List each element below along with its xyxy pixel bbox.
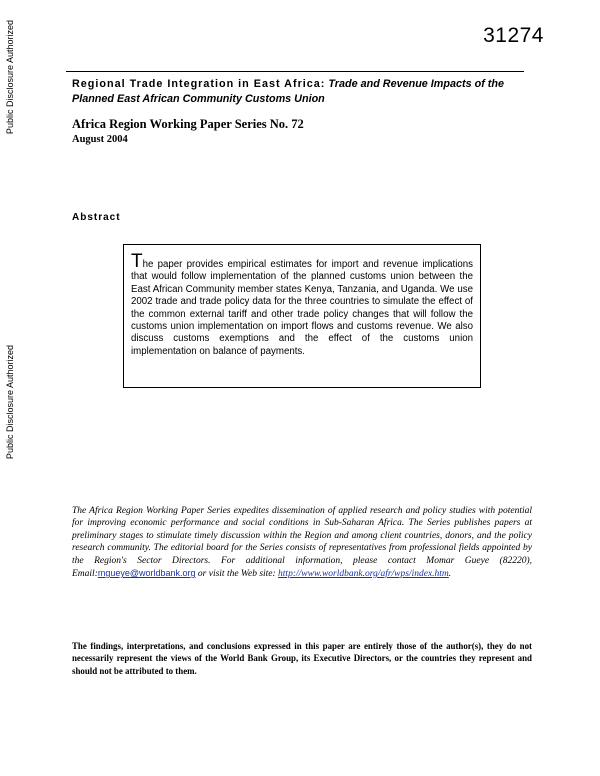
contact-email-link[interactable]: mgueye@worldbank.org [97,568,196,579]
publication-date: August 2004 [72,134,128,145]
title-main: Regional Trade Integration in East Africa: [72,78,326,90]
document-number: 31274 [483,24,544,47]
series-description-middle: or visit the Web site: [195,569,279,580]
abstract-heading: Abstract [72,212,121,223]
abstract-dropcap: T [131,251,143,272]
series-description-end: . [448,569,452,580]
disclosure-label-top: Public Disclosure Authorized [5,20,15,135]
abstract-paragraph [131,251,473,358]
title-divider [66,71,524,72]
disclosure-label-middle: Public Disclosure Authorized [5,345,15,460]
series-description-text: The Africa Region Working Paper Series expedites dissemination of applied research and policy studies with potential for improving economic performance and social conditions in Sub-Saharan Africa. The Series publishes papers at preliminary stages to stimulate timely discussion within the Region and among client countries, donors, and the policy research community. The editorial board for the Series consists of representatives from professional fields appointed by the Region's Sector Directors. For additional information, please contact Momar Gueye (82220), Email: [72,506,532,580]
disclaimer: The findings, interpretations, and conclusions expressed in this paper are entirely those of the author(s), they do not necessarily represent the views of the World Bank Group, its Executive Directors, or the countries they represent and should not be attributed to them. [72,641,532,676]
abstract-body: he paper provides empirical estimates for import and revenue implications that would follow implementation of the planned customs union between the East African Community member states Kenya, Tanzania, and Uganda. We use 2002 trade and trade policy data for the three countries to simulate the effect of the common external tariff and other trade policy changes that will follow the customs union implementation on import flows and customs revenue. We also discuss customs exemptions and the effect of the customs union implementation on balance of payments. [131,259,473,357]
website-link[interactable]: http://www.worldbank.org/afr/wps/index.htm [278,569,449,580]
title-subtitle: Trade and Revenue Impacts of the Planned East African Community Customs Union [72,78,504,105]
abstract-box [123,244,481,388]
paper-title [72,77,527,107]
series-line: Africa Region Working Paper Series No. 72 [72,117,304,131]
series-description [72,505,532,580]
